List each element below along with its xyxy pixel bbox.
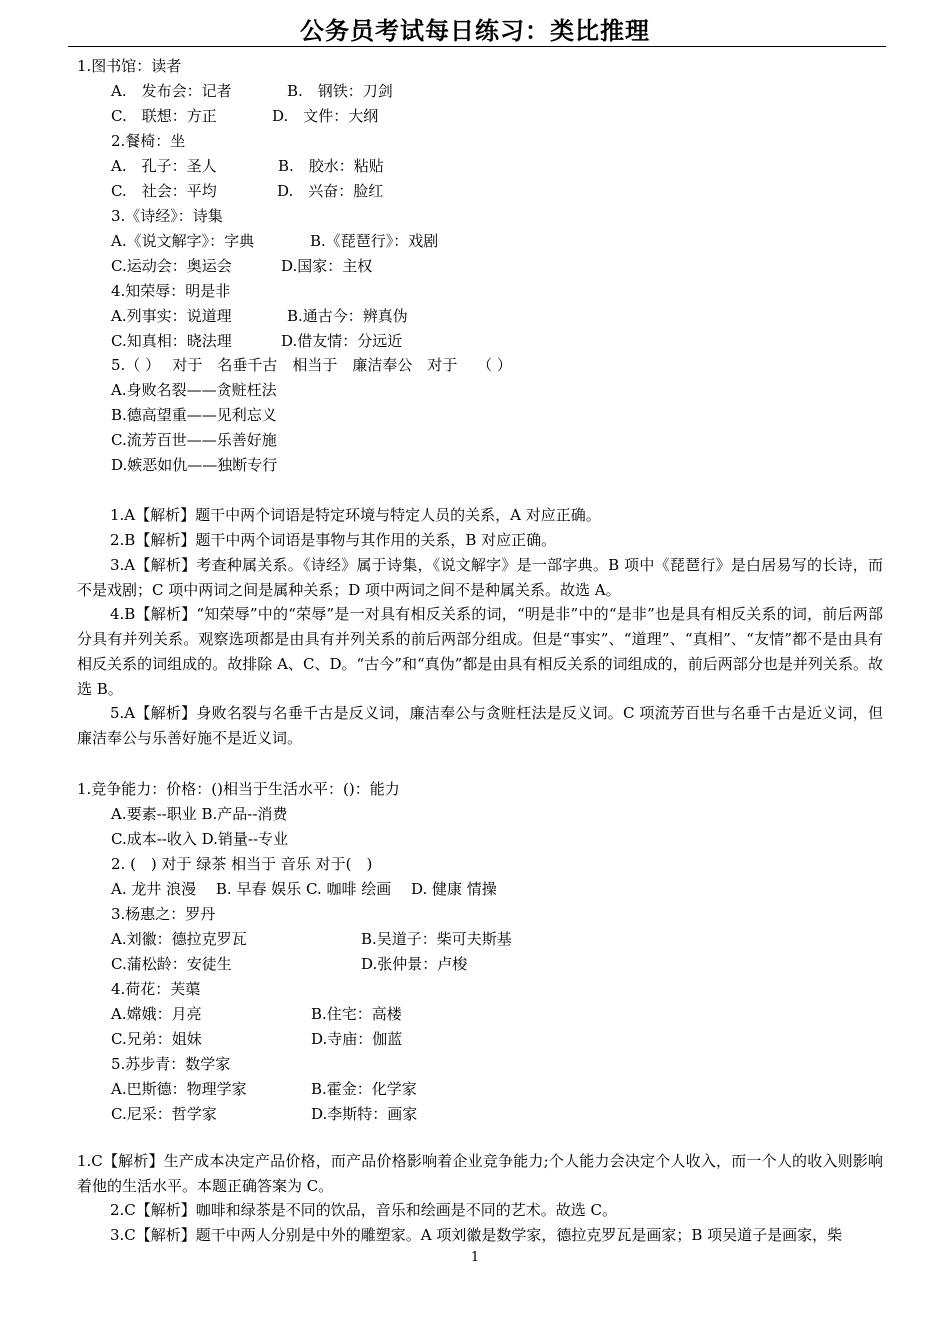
q1-3-option-a: A.《说文解字》：字典 (111, 232, 255, 250)
q1-4-stem: 4.知荣辱：明是非 (111, 282, 231, 300)
q1-1-option-a: A. 发布会：记者 (111, 82, 232, 100)
q1-5-option-a: A.身败名裂——贪赃枉法 (111, 381, 277, 399)
q2-5-option-d: D.李斯特：画家 (311, 1105, 418, 1123)
answer-1-4: 4.B【解析】“知荣辱”中的“荣辱”是一对具有相反关系的词，“明是非”中的“是非”也是具有相反关系的词，前后两部分具有并列关系。观察选项都是由具有并列关系的前后两部分组成。但是“事实”、“道理”、“真相”、“友情”都不是由具有相反关系的词组成的。故排除 A、C、D。“古今”和“真伪”都是由具有相反关系的词组成的，前后两部分也是并列关系。故选 B。 (77, 605, 883, 698)
q1-1-option-d: D. 文件：大纲 (272, 107, 379, 125)
q1-3-option-b: B.《琵琶行》：戏剧 (310, 232, 439, 250)
q1-5-option-c: C.流芳百世——乐善好施 (111, 431, 277, 449)
q1-1-option-b: B. 钢铁：刀剑 (287, 82, 393, 100)
q1-2-stem: 2.餐椅：坐 (111, 132, 186, 150)
answer-1-3: 3.A【解析】考查种属关系。《诗经》属于诗集，《说文解字》是一部字典。B 项中《琵琶行》是白居易写的长诗，而不是戏剧；C 项中两词之间是属种关系；D 项中两词之间不是种属关系。故选 A。 (77, 556, 883, 599)
answer-2-3: 3.C【解析】题干中两人分别是中外的雕塑家。A 项刘徽是数学家，德拉克罗瓦是画家；B 项吴道子是画家，柴 (110, 1226, 843, 1244)
title-rule (68, 46, 886, 47)
q1-3-option-c: C.运动会：奥运会 (111, 257, 232, 275)
q2-4-stem: 4.荷花：芙蕖 (111, 980, 201, 998)
q1-4-option-d: D.借友情：分远近 (281, 332, 403, 350)
answer-1-5: 5.A【解析】身败名裂与名垂千古是反义词，廉洁奉公与贪赃枉法是反义词。C 项流芳百世与名垂千古是近义词，但廉洁奉公与乐善好施不是近义词。 (77, 704, 883, 747)
q1-5-option-b: B.德高望重——见利忘义 (111, 406, 277, 424)
answer-1-2: 2.B【解析】题干中两个词语是事物与其作用的关系，B 对应正确。 (110, 531, 557, 549)
q2-3-stem: 3.杨惠之：罗丹 (111, 905, 216, 923)
answer-2-2: 2.C【解析】咖啡和绿茶是不同的饮品，音乐和绘画是不同的艺术。故选 C。 (110, 1201, 618, 1219)
q2-1-options-ab: A.要素--职业 B.产品--消费 (111, 805, 288, 823)
q1-2-option-b: B. 胶水：粘贴 (278, 157, 384, 175)
q2-5-option-b: B.霍金：化学家 (311, 1080, 417, 1098)
q1-4-option-c: C.知真相：晓法理 (111, 332, 232, 350)
q1-1-option-c: C. 联想：方正 (111, 107, 217, 125)
q1-5-stem: 5.（ ） 对于 名垂千古 相当于 廉洁奉公 对于 （ ） (111, 356, 512, 374)
answer-1-1: 1.A【解析】题干中两个词语是特定环境与特定人员的关系，A 对应正确。 (110, 506, 601, 524)
q2-1-stem: 1.竞争能力：价格：()相当于生活水平：()：能力 (77, 780, 400, 798)
q2-3-option-d: D.张仲景：卢梭 (361, 955, 468, 973)
q2-4-option-a: A.嫦娥：月亮 (111, 1005, 202, 1023)
q1-2-option-d: D. 兴奋：脸红 (277, 182, 384, 200)
q2-3-option-a: A.刘徽：德拉克罗瓦 (111, 930, 247, 948)
q2-2-stem: 2. ( ) 对于 绿茶 相当于 音乐 对于( ) (111, 855, 373, 873)
answer-2-1: 1.C【解析】生产成本决定产品价格，而产品价格影响着企业竞争能力;个人能力会决定个人收入，而一个人的收入则影响着他的生活水平。本题正确答案为 C。 (77, 1152, 883, 1195)
q2-4-option-c: C.兄弟：姐妹 (111, 1030, 202, 1048)
q1-1-stem: 1.图书馆：读者 (77, 57, 182, 75)
q2-5-option-c: C.尼采：哲学家 (111, 1105, 217, 1123)
q2-2-options: A. 龙井 浪漫 B. 早春 娱乐 C. 咖啡 绘画 D. 健康 情操 (111, 880, 497, 898)
q1-5-option-d: D.嫉恶如仇——独断专行 (111, 456, 278, 474)
q1-2-option-a: A. 孔子：圣人 (111, 157, 217, 175)
page-number: 1 (470, 1250, 480, 1265)
q2-3-option-c: C.蒲松龄：安徒生 (111, 955, 232, 973)
q2-5-stem: 5.苏步青：数学家 (111, 1055, 231, 1073)
q2-3-option-b: B.吴道子：柴可夫斯基 (361, 930, 512, 948)
q1-2-option-c: C. 社会：平均 (111, 182, 217, 200)
q1-4-option-b: B.通古今：辨真伪 (287, 307, 408, 325)
q2-4-option-d: D.寺庙：伽蓝 (311, 1030, 403, 1048)
q2-1-options-cd: C.成本--收入 D.销量--专业 (111, 830, 289, 848)
page-title: 公务员考试每日练习：类比推理 (300, 17, 650, 45)
q2-4-option-b: B.住宅：高楼 (311, 1005, 402, 1023)
q1-3-option-d: D.国家：主权 (281, 257, 373, 275)
q2-5-option-a: A.巴斯德：物理学家 (111, 1080, 247, 1098)
q1-4-option-a: A.列事实：说道理 (111, 307, 232, 325)
q1-3-stem: 3.《诗经》：诗集 (111, 207, 223, 225)
